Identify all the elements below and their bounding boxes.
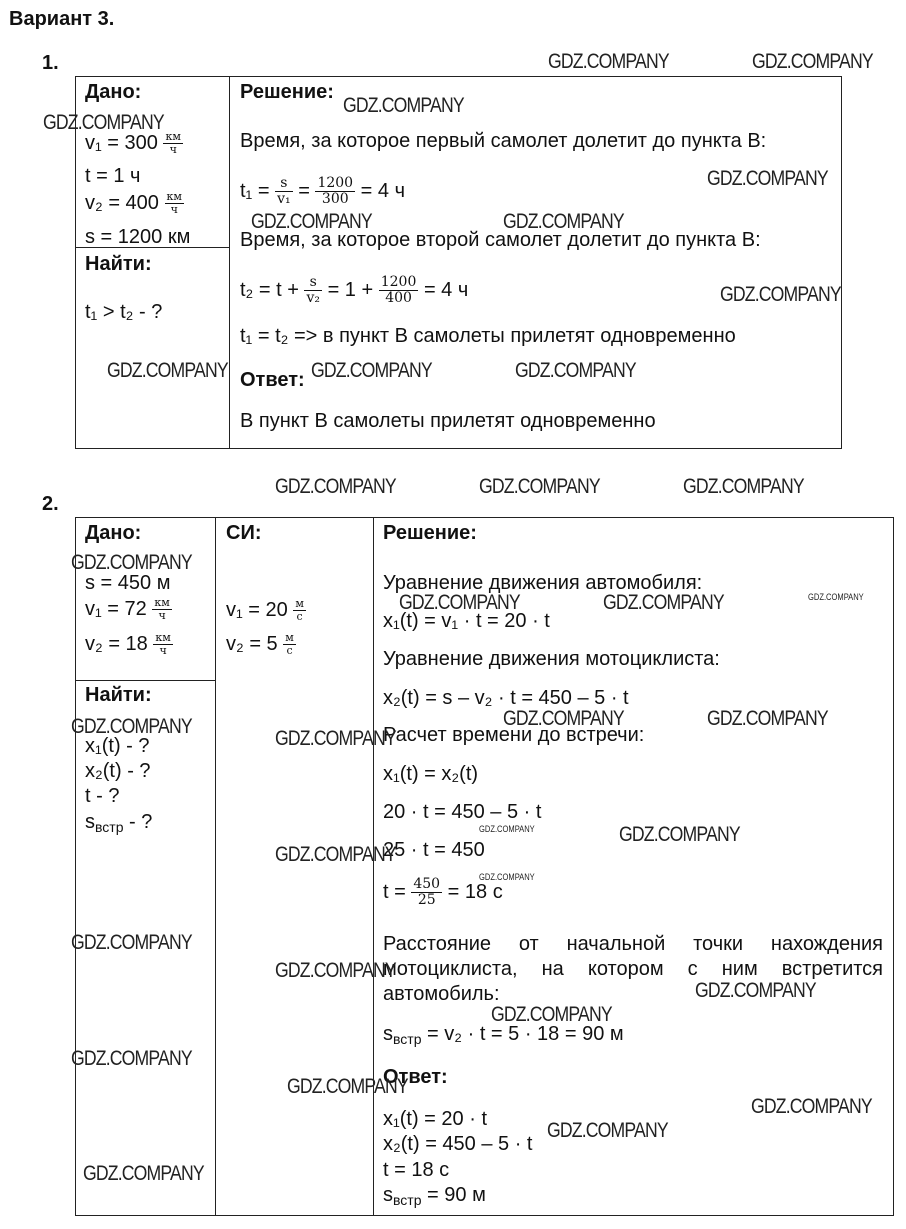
p2-given-label: Дано: xyxy=(85,522,142,544)
watermark: GDZ.COMPANY xyxy=(311,359,432,382)
p2-solution-l2: x₁(t) = v₁ · t = 20 · t xyxy=(383,610,550,632)
p1-given-v1: v₁ = 300 км ч xyxy=(85,130,181,157)
watermark: GDZ.COMPANY xyxy=(479,824,535,834)
watermark: GDZ.COMPANY xyxy=(43,111,164,134)
p2-si-label: СИ: xyxy=(226,522,262,544)
p2-solution-l11: $s_{встр} = v_2 \cdot t = 5 \cdot 18 = 90$ м xyxy=(383,1023,624,1047)
watermark: GDZ.COMPANY xyxy=(720,283,841,306)
watermark: GDZ.COMPANY xyxy=(752,50,873,73)
watermark: GDZ.COMPANY xyxy=(343,94,464,117)
p2-solution-l10: Расстояние от начальной точки нахождения мотоциклиста, на котором с ним встретится автомобиль: xyxy=(383,933,883,1005)
p2-answer-a1: x₁(t) = 20 · t xyxy=(383,1108,487,1130)
watermark: GDZ.COMPANY xyxy=(491,1003,612,1026)
watermark: GDZ.COMPANY xyxy=(71,715,192,738)
p2-find-item3: t - ? xyxy=(85,785,120,807)
watermark: GDZ.COMPANY xyxy=(479,872,535,882)
watermark: GDZ.COMPANY xyxy=(695,979,816,1002)
watermark: GDZ.COMPANY xyxy=(287,1075,408,1098)
watermark: GDZ.COMPANY xyxy=(275,727,396,750)
watermark: GDZ.COMPANY xyxy=(808,592,864,602)
p1-solution-line1: Время, за которое первый самолет долетит до пункта В: xyxy=(240,130,767,152)
p1-answer-label: Ответ: xyxy=(240,369,305,391)
p1-solution-line3: t₁ = t₂ => в пункт В самолеты прилетят одновременно xyxy=(240,325,736,347)
watermark: GDZ.COMPANY xyxy=(547,1119,668,1142)
p1-given-t: t = 1 ч xyxy=(85,165,141,187)
p1-answer: В пункт В самолеты прилетят одновременно xyxy=(240,410,656,432)
p2-answer-a3: t = 18 с xyxy=(383,1159,450,1181)
p1-solution-line2: Время, за которое второй самолет долетит до пункта В: xyxy=(240,229,761,251)
p2-solution-l3: Уравнение движения мотоциклиста: xyxy=(383,648,720,670)
p2-solution-l7: 20 · t = 450 – 5 · t xyxy=(383,801,542,823)
watermark: GDZ.COMPANY xyxy=(707,707,828,730)
watermark: GDZ.COMPANY xyxy=(399,591,520,614)
p1-find-item: t₁ > t₂ - ? xyxy=(85,301,163,323)
watermark: GDZ.COMPANY xyxy=(603,591,724,614)
p2-solution-l4: x₂(t) = s – v₂ · t = 450 – 5 · t xyxy=(383,687,629,709)
watermark: GDZ.COMPANY xyxy=(251,210,372,233)
p1-formula-1: t₁ = $\frac{s}{\text{v₁}}$ = $\frac{1200}{300}$ = 4 ч xyxy=(240,175,405,207)
watermark: GDZ.COMPANY xyxy=(71,931,192,954)
watermark: GDZ.COMPANY xyxy=(275,843,396,866)
watermark: GDZ.COMPANY xyxy=(503,707,624,730)
watermark: GDZ.COMPANY xyxy=(515,359,636,382)
p2-given-s: s = 450 м xyxy=(85,572,171,594)
p2-solution-l1: Уравнение движения автомобиля: xyxy=(383,572,703,594)
p2-solution-l5: Расчет времени до встречи: xyxy=(383,724,645,746)
p2-solution-l6: x₁(t) = x₂(t) xyxy=(383,763,479,785)
problem-2-given-separator xyxy=(75,680,216,681)
p2-solution-l9: t = $\frac{450}{25}$ = 18 с xyxy=(383,876,503,908)
p1-given-v2: v₂ = 400 км ч xyxy=(85,190,182,217)
p2-find-label: Найти: xyxy=(85,684,152,706)
p2-find-item1: x₁(t) - ? xyxy=(85,735,150,757)
p2-si-v1: v₁ = 20 м с xyxy=(226,597,304,624)
watermark: GDZ.COMPANY xyxy=(707,167,828,190)
p2-solution-l8: 25 · t = 450 xyxy=(383,839,485,861)
p2-answer-a2: x₂(t) = 450 – 5 · t xyxy=(383,1133,533,1155)
watermark: GDZ.COMPANY xyxy=(71,1047,192,1070)
watermark: GDZ.COMPANY xyxy=(275,959,396,982)
p2-solution-label: Решение: xyxy=(383,522,477,544)
p1-formula-2: t₂ = t + $\frac{s}{\text{v₂}}$ = 1 + $\frac{1200}{400}$ = 4 ч xyxy=(240,274,469,306)
watermark: GDZ.COMPANY xyxy=(751,1095,872,1118)
p1-given-s: s = 1200 км xyxy=(85,226,191,248)
watermark: GDZ.COMPANY xyxy=(479,475,600,498)
p1-find-label: Найти: xyxy=(85,253,152,275)
watermark: GDZ.COMPANY xyxy=(619,823,740,846)
p1-given-label: Дано: xyxy=(85,81,142,103)
page-title: Вариант 3. xyxy=(9,8,115,30)
p2-answer-a4: $s_{встр} = 90$ м xyxy=(383,1184,486,1208)
watermark: GDZ.COMPANY xyxy=(683,475,804,498)
watermark: GDZ.COMPANY xyxy=(275,475,396,498)
problem-2-divider-2 xyxy=(373,517,374,1215)
watermark: GDZ.COMPANY xyxy=(71,551,192,574)
watermark: GDZ.COMPANY xyxy=(503,210,624,233)
p2-given-v1: v₁ = 72 км ч xyxy=(85,596,170,623)
problem-2-divider-1 xyxy=(215,517,216,1215)
problem-1-divider xyxy=(229,76,230,448)
watermark: GDZ.COMPANY xyxy=(107,359,228,382)
p1-solution-label: Решение: xyxy=(240,81,334,103)
p2-find-item4: $s_{встр}$ - ? xyxy=(85,811,153,835)
problem-2-number: 2. xyxy=(42,493,59,515)
problem-1-number: 1. xyxy=(42,52,59,74)
p2-given-v2: v₂ = 18 км ч xyxy=(85,631,171,658)
p2-find-item2: x₂(t) - ? xyxy=(85,760,151,782)
p2-si-v2: v₂ = 5 м с xyxy=(226,631,294,658)
p2-answer-label: Ответ: xyxy=(383,1066,448,1088)
watermark: GDZ.COMPANY xyxy=(83,1162,204,1185)
watermark: GDZ.COMPANY xyxy=(548,50,669,73)
